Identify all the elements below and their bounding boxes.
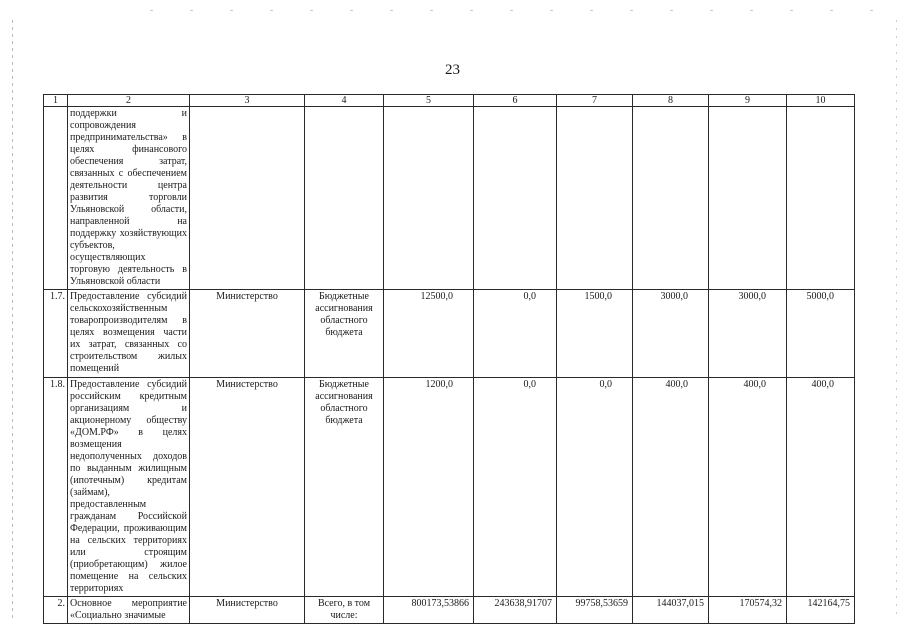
row-value-6: 0,0 <box>474 290 557 378</box>
row-executor: Министерство <box>190 378 305 597</box>
row-index: 1.8. <box>44 378 68 597</box>
row-source: Бюджетные ассигнования областного бюджета <box>305 378 384 597</box>
scan-edge-right <box>896 20 897 620</box>
row-value-10 <box>787 107 855 290</box>
row-value-5: 1200,0 <box>384 378 474 597</box>
row-name: поддержки и сопровождения предпринимательства» в целях финансового обеспечения затрат, связанных с обеспечением деятельности центра развития торговли Ульяновской области, направленной на поддержку хозяйствующих субъектов, осуществляющих торговую деятельность в Ульяновской области <box>68 107 190 290</box>
row-value-6: 243638,91707 <box>474 597 557 624</box>
row-index <box>44 107 68 290</box>
table-row <box>44 107 855 290</box>
row-value-8: 400,0 <box>633 378 709 597</box>
row-source: Бюджетные ассигнования областного бюджета <box>305 290 384 378</box>
col-header: 9 <box>709 95 787 107</box>
row-value-7: 0,0 <box>557 378 633 597</box>
row-value-5: 800173,53866 <box>384 597 474 624</box>
col-header: 2 <box>68 95 190 107</box>
row-source <box>305 107 384 290</box>
row-value-9: 3000,0 <box>709 290 787 378</box>
row-name: Предоставление субсидий российским кредитным организациям и акционерному обществу «ДОМ.РФ» в целях возмещения недополученных доходов по выданным жилищным (ипотечным) кредитам (займам), предоставленным гражданам Российской Федерации, проживающим на сельских территориях или строящим (приобретающим) жилое помещение на сельских территориях <box>68 378 190 597</box>
table-row <box>44 378 855 597</box>
row-value-10: 5000,0 <box>787 290 855 378</box>
row-value-6 <box>474 107 557 290</box>
row-value-7: 99758,53659 <box>557 597 633 624</box>
row-name: Предоставление субсидий сельскохозяйственным товаропроизводителям в целях возмещения части их затрат, связанных со строительством жилых помещений <box>68 290 190 378</box>
row-source: Всего, в том числе: <box>305 597 384 624</box>
row-index: 2. <box>44 597 68 624</box>
col-header: 8 <box>633 95 709 107</box>
col-header: 1 <box>44 95 68 107</box>
table-container <box>43 94 855 624</box>
row-value-9: 170574,32 <box>709 597 787 624</box>
program-table <box>43 94 855 624</box>
col-header: 10 <box>787 95 855 107</box>
row-value-5: 12500,0 <box>384 290 474 378</box>
row-value-7 <box>557 107 633 290</box>
row-index: 1.7. <box>44 290 68 378</box>
scan-edge-top <box>150 10 890 11</box>
col-header: 5 <box>384 95 474 107</box>
row-value-9: 400,0 <box>709 378 787 597</box>
row-value-7: 1500,0 <box>557 290 633 378</box>
row-value-8 <box>633 107 709 290</box>
row-value-8: 3000,0 <box>633 290 709 378</box>
row-executor <box>190 107 305 290</box>
table-row <box>44 597 855 624</box>
row-value-10: 142164,75 <box>787 597 855 624</box>
col-header: 4 <box>305 95 384 107</box>
table-row <box>44 290 855 378</box>
row-executor: Министерство <box>190 290 305 378</box>
row-name: Основное мероприятие «Социально значимые <box>68 597 190 624</box>
page-number: 23 <box>445 62 460 78</box>
col-header: 6 <box>474 95 557 107</box>
scan-edge-left <box>12 20 13 620</box>
row-value-8: 144037,015 <box>633 597 709 624</box>
row-value-10: 400,0 <box>787 378 855 597</box>
row-value-6: 0,0 <box>474 378 557 597</box>
row-executor: Министерство <box>190 597 305 624</box>
col-header: 3 <box>190 95 305 107</box>
col-header: 7 <box>557 95 633 107</box>
row-value-9 <box>709 107 787 290</box>
table-header-row <box>44 95 855 107</box>
row-value-5 <box>384 107 474 290</box>
